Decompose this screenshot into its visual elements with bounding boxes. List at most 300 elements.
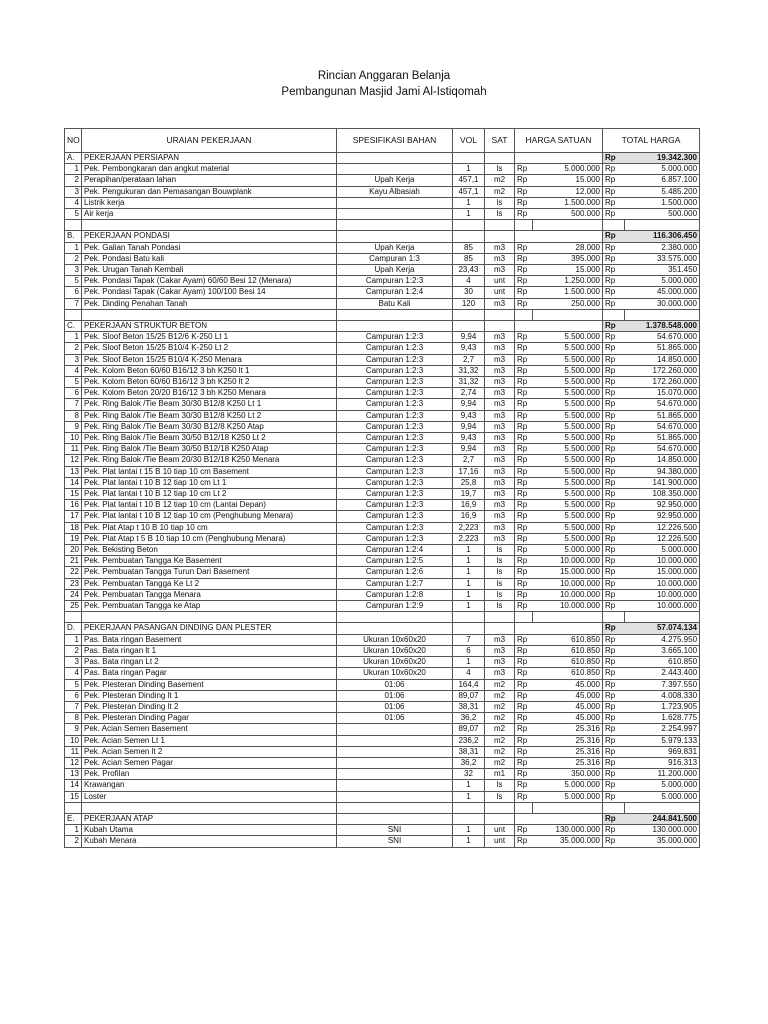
row-number: 10 <box>65 735 82 746</box>
section-total-currency: Rp <box>603 623 625 634</box>
row-volume: 89,07 <box>453 690 485 701</box>
row-number: 3 <box>65 657 82 668</box>
empty-cell <box>515 802 533 813</box>
row-harga-satuan: 5.500.000 <box>533 533 603 544</box>
row-total-currency: Rp <box>603 365 625 376</box>
row-harga-satuan: 15.000 <box>533 265 603 276</box>
row-volume: 9,94 <box>453 399 485 410</box>
row-volume: 16,9 <box>453 511 485 522</box>
row-spesifikasi: SNI <box>337 825 453 836</box>
row-harga-currency: Rp <box>515 242 533 253</box>
row-total-currency: Rp <box>603 679 625 690</box>
row-total-harga: 1.723.905 <box>625 701 700 712</box>
row-spesifikasi: Ukuran 10x60x20 <box>337 668 453 679</box>
row-satuan: m2 <box>485 186 515 197</box>
table-row <box>65 276 700 287</box>
row-harga-satuan: 12.000 <box>533 186 603 197</box>
row-uraian: Pek. Acian Semen Pagar <box>82 757 337 768</box>
row-total-harga: 5.000.000 <box>625 791 700 802</box>
empty-cell <box>515 309 533 320</box>
row-volume: 2,74 <box>453 388 485 399</box>
row-uraian: Pek. Ring Balok /Tie Beam 30/50 B12/18 K250 Atap <box>82 444 337 455</box>
row-spesifikasi: Campuran 1:2:3 <box>337 421 453 432</box>
header-sat: SAT <box>485 129 515 153</box>
row-total-currency: Rp <box>603 455 625 466</box>
empty-cell <box>515 623 603 634</box>
row-satuan: m3 <box>485 332 515 343</box>
row-volume: 7 <box>453 634 485 645</box>
row-volume: 1 <box>453 567 485 578</box>
row-spesifikasi <box>337 724 453 735</box>
row-number: 7 <box>65 399 82 410</box>
row-harga-satuan: 5.000.000 <box>533 791 603 802</box>
row-total-harga: 35.000.000 <box>625 836 700 847</box>
row-satuan: unt <box>485 825 515 836</box>
row-spesifikasi: Campuran 1:2:7 <box>337 578 453 589</box>
empty-cell <box>453 612 485 623</box>
row-satuan: m2 <box>485 724 515 735</box>
row-number: 6 <box>65 690 82 701</box>
row-harga-currency: Rp <box>515 377 533 388</box>
row-harga-satuan: 5.500.000 <box>533 466 603 477</box>
row-satuan: m3 <box>485 522 515 533</box>
row-total-currency: Rp <box>603 253 625 264</box>
row-harga-currency: Rp <box>515 578 533 589</box>
table-row <box>65 836 700 847</box>
row-uraian: Pek. Ring Balok /Tie Beam 30/30 B12/8 K250 Lt 2 <box>82 410 337 421</box>
empty-cell <box>603 612 625 623</box>
row-harga-currency: Rp <box>515 780 533 791</box>
row-satuan: m3 <box>485 634 515 645</box>
row-total-currency: Rp <box>603 567 625 578</box>
row-satuan: m2 <box>485 701 515 712</box>
row-volume: 1 <box>453 197 485 208</box>
row-total-harga: 92.950.000 <box>625 500 700 511</box>
row-volume: 17,16 <box>453 466 485 477</box>
row-uraian: Pek. Galian Tanah Pondasi <box>82 242 337 253</box>
row-uraian: Pek. Ring Balok /Tie Beam 30/30 B12/8 K250 Atap <box>82 421 337 432</box>
row-uraian: Kubah Utama <box>82 825 337 836</box>
row-spesifikasi: Campuran 1:2:3 <box>337 365 453 376</box>
row-total-currency: Rp <box>603 377 625 388</box>
row-satuan: m2 <box>485 735 515 746</box>
row-spesifikasi: Batu Kali <box>337 298 453 309</box>
row-total-harga: 30.000.000 <box>625 298 700 309</box>
row-number: 17 <box>65 511 82 522</box>
row-volume: 1 <box>453 780 485 791</box>
row-harga-currency: Rp <box>515 769 533 780</box>
row-total-currency: Rp <box>603 186 625 197</box>
row-number: 12 <box>65 757 82 768</box>
row-number: 24 <box>65 589 82 600</box>
row-harga-currency: Rp <box>515 567 533 578</box>
row-total-currency: Rp <box>603 791 625 802</box>
row-spesifikasi: Campuran 1:2:3 <box>337 276 453 287</box>
row-total-harga: 2.254.997 <box>625 724 700 735</box>
row-volume: 2,7 <box>453 455 485 466</box>
row-total-currency: Rp <box>603 601 625 612</box>
row-total-harga: 916.313 <box>625 757 700 768</box>
row-harga-satuan: 5.000.000 <box>533 545 603 556</box>
empty-cell <box>603 309 625 320</box>
row-total-harga: 5.000.000 <box>625 164 700 175</box>
row-uraian: Pek. Ring Balok /Tie Beam 30/50 B12/18 K250 Lt 2 <box>82 433 337 444</box>
row-volume: 85 <box>453 242 485 253</box>
row-satuan: m3 <box>485 421 515 432</box>
table-row <box>65 332 700 343</box>
section-name: PEKERJAAN PONDASI <box>82 231 337 242</box>
row-total-currency: Rp <box>603 735 625 746</box>
row-harga-satuan: 1.500.000 <box>533 197 603 208</box>
row-volume: 1 <box>453 791 485 802</box>
row-harga-satuan: 1.500.000 <box>533 287 603 298</box>
row-satuan: m3 <box>485 466 515 477</box>
row-harga-currency: Rp <box>515 645 533 656</box>
row-uraian: Krawangan <box>82 780 337 791</box>
table-row <box>65 746 700 757</box>
row-satuan: m3 <box>485 253 515 264</box>
empty-cell <box>625 220 700 231</box>
empty-cell <box>533 309 603 320</box>
row-total-harga: 1.500.000 <box>625 197 700 208</box>
row-total-harga: 2.443.400 <box>625 668 700 679</box>
row-uraian: Loster <box>82 791 337 802</box>
row-uraian: Pek. Plat Atap t 10 B 10 tiap 10 cm <box>82 522 337 533</box>
row-harga-satuan: 5.500.000 <box>533 421 603 432</box>
header-total-harga: TOTAL HARGA <box>603 129 700 153</box>
table-row <box>65 500 700 511</box>
section-total-currency: Rp <box>603 321 625 332</box>
row-number: 5 <box>65 679 82 690</box>
row-spesifikasi: Campuran 1:2:9 <box>337 601 453 612</box>
spacer-row <box>65 220 700 231</box>
row-uraian: Pek. Kolom Beton 60/60 B16/12 3 bh K250 lt 1 <box>82 365 337 376</box>
row-satuan: unt <box>485 287 515 298</box>
row-total-currency: Rp <box>603 825 625 836</box>
row-spesifikasi: 01:06 <box>337 679 453 690</box>
row-spesifikasi: Upah Kerja <box>337 175 453 186</box>
table-header-row <box>65 129 700 153</box>
row-harga-satuan: 25.316 <box>533 757 603 768</box>
row-volume: 89,07 <box>453 724 485 735</box>
row-total-harga: 54.670.000 <box>625 332 700 343</box>
row-volume: 9,43 <box>453 343 485 354</box>
row-number: 4 <box>65 365 82 376</box>
row-uraian: Pek. Urugan Tanah Kembali <box>82 265 337 276</box>
row-harga-satuan: 10.000.000 <box>533 556 603 567</box>
row-total-currency: Rp <box>603 175 625 186</box>
row-satuan: m2 <box>485 175 515 186</box>
row-spesifikasi: Campuran 1:2:3 <box>337 332 453 343</box>
header-uraian: URAIAN PEKERJAAN <box>82 129 337 153</box>
section-name: PEKERJAAN PASANGAN DINDING DAN PLESTER <box>82 623 337 634</box>
row-uraian: Pek. Plesteran Dinding Pagar <box>82 713 337 724</box>
row-total-harga: 3.665.100 <box>625 645 700 656</box>
row-harga-satuan: 10.000.000 <box>533 578 603 589</box>
row-uraian: Pek. Plesteran Dinding lt 1 <box>82 690 337 701</box>
section-header-row <box>65 623 700 634</box>
empty-cell <box>453 153 485 164</box>
row-harga-currency: Rp <box>515 836 533 847</box>
table-row <box>65 197 700 208</box>
row-harga-currency: Rp <box>515 455 533 466</box>
row-uraian: Pek. Pembuatan Tangga Ke Basement <box>82 556 337 567</box>
row-spesifikasi: Campuran 1:2:3 <box>337 477 453 488</box>
row-total-currency: Rp <box>603 836 625 847</box>
row-volume: 16,9 <box>453 500 485 511</box>
row-harga-currency: Rp <box>515 433 533 444</box>
row-uraian: Pek. Pembuatan Tangga Menara <box>82 589 337 600</box>
row-satuan: m2 <box>485 757 515 768</box>
row-harga-currency: Rp <box>515 354 533 365</box>
row-total-currency: Rp <box>603 511 625 522</box>
row-total-harga: 10.000.000 <box>625 578 700 589</box>
row-spesifikasi: 01:06 <box>337 701 453 712</box>
section-header-row <box>65 813 700 824</box>
row-satuan: m3 <box>485 657 515 668</box>
row-harga-currency: Rp <box>515 556 533 567</box>
row-harga-currency: Rp <box>515 701 533 712</box>
section-name: PEKERJAAN ATAP <box>82 813 337 824</box>
row-volume: 38,31 <box>453 701 485 712</box>
row-satuan: ls <box>485 578 515 589</box>
row-total-currency: Rp <box>603 433 625 444</box>
row-satuan: m3 <box>485 668 515 679</box>
empty-cell <box>515 153 603 164</box>
row-harga-currency: Rp <box>515 197 533 208</box>
row-harga-satuan: 5.500.000 <box>533 377 603 388</box>
empty-cell <box>82 309 337 320</box>
document-title: Rincian Anggaran Belanja <box>317 70 451 82</box>
row-satuan: ls <box>485 209 515 220</box>
row-harga-satuan: 5.500.000 <box>533 444 603 455</box>
row-harga-currency: Rp <box>515 690 533 701</box>
row-number: 5 <box>65 377 82 388</box>
row-number: 2 <box>65 645 82 656</box>
table-row <box>65 511 700 522</box>
row-satuan: m3 <box>485 298 515 309</box>
empty-cell <box>515 321 603 332</box>
row-spesifikasi: Campuran 1:2:3 <box>337 511 453 522</box>
section-total-value: 116.306.450 <box>625 231 700 242</box>
section-header-row <box>65 321 700 332</box>
row-total-harga: 6.857.100 <box>625 175 700 186</box>
row-spesifikasi: Campuran 1:2:4 <box>337 287 453 298</box>
empty-cell <box>533 802 603 813</box>
row-spesifikasi: Campuran 1:2:3 <box>337 533 453 544</box>
row-number: 22 <box>65 567 82 578</box>
row-harga-currency: Rp <box>515 500 533 511</box>
row-total-currency: Rp <box>603 724 625 735</box>
row-number: 7 <box>65 701 82 712</box>
row-satuan: m3 <box>485 444 515 455</box>
row-harga-satuan: 10.000.000 <box>533 589 603 600</box>
section-total-value: 57.074.134 <box>625 623 700 634</box>
row-volume: 1 <box>453 545 485 556</box>
empty-cell <box>82 802 337 813</box>
spacer-row <box>65 309 700 320</box>
row-harga-currency: Rp <box>515 410 533 421</box>
row-number: 8 <box>65 410 82 421</box>
row-harga-currency: Rp <box>515 466 533 477</box>
row-total-harga: 1.628.775 <box>625 713 700 724</box>
row-spesifikasi <box>337 780 453 791</box>
row-total-harga: 92.950.000 <box>625 511 700 522</box>
row-spesifikasi: Campuran 1:2:3 <box>337 455 453 466</box>
row-spesifikasi: Campuran 1:2:3 <box>337 354 453 365</box>
empty-cell <box>65 802 82 813</box>
row-harga-satuan: 10.000.000 <box>533 601 603 612</box>
table-row <box>65 713 700 724</box>
empty-cell <box>337 623 453 634</box>
row-number: 15 <box>65 791 82 802</box>
row-number: 2 <box>65 175 82 186</box>
row-number: 3 <box>65 354 82 365</box>
row-spesifikasi <box>337 209 453 220</box>
header-no: NO <box>65 129 82 153</box>
row-harga-satuan: 5.500.000 <box>533 399 603 410</box>
empty-cell <box>337 231 453 242</box>
row-number: 21 <box>65 556 82 567</box>
row-harga-satuan: 5.500.000 <box>533 455 603 466</box>
row-harga-currency: Rp <box>515 679 533 690</box>
row-number: 10 <box>65 433 82 444</box>
row-harga-currency: Rp <box>515 388 533 399</box>
table-row <box>65 377 700 388</box>
row-spesifikasi: 01:06 <box>337 713 453 724</box>
row-satuan: m3 <box>485 410 515 421</box>
empty-cell <box>453 813 485 824</box>
empty-cell <box>485 231 515 242</box>
row-number: 8 <box>65 713 82 724</box>
row-total-harga: 10.000.000 <box>625 556 700 567</box>
row-harga-currency: Rp <box>515 522 533 533</box>
row-harga-satuan: 5.000.000 <box>533 164 603 175</box>
table-row <box>65 769 700 780</box>
row-satuan: m3 <box>485 489 515 500</box>
row-total-currency: Rp <box>603 634 625 645</box>
table-row <box>65 444 700 455</box>
row-total-harga: 141.900.000 <box>625 477 700 488</box>
row-total-currency: Rp <box>603 399 625 410</box>
row-total-currency: Rp <box>603 477 625 488</box>
row-total-currency: Rp <box>603 197 625 208</box>
row-uraian: Pek. Pembuatan Tangga Turun Dari Basement <box>82 567 337 578</box>
row-harga-satuan: 610.850 <box>533 634 603 645</box>
row-volume: 9,43 <box>453 433 485 444</box>
empty-cell <box>453 231 485 242</box>
row-number: 7 <box>65 298 82 309</box>
row-uraian: Pek. Pondasi Tapak (Cakar Ayam) 100/100 Besi 14 <box>82 287 337 298</box>
empty-cell <box>625 802 700 813</box>
row-spesifikasi <box>337 164 453 175</box>
section-total-value: 1.378.548.000 <box>625 321 700 332</box>
row-uraian: Pek. Pembuatan Tangga Ke Lt 2 <box>82 578 337 589</box>
row-total-harga: 5.979.133 <box>625 735 700 746</box>
row-uraian: Pek. Plat lantai t 10 B 12 tiap 10 cm Lt 1 <box>82 477 337 488</box>
table-row <box>65 365 700 376</box>
row-volume: 9,94 <box>453 421 485 432</box>
row-number: 16 <box>65 500 82 511</box>
row-total-harga: 14.850.000 <box>625 354 700 365</box>
row-total-currency: Rp <box>603 298 625 309</box>
table-row <box>65 410 700 421</box>
row-number: 1 <box>65 825 82 836</box>
row-total-currency: Rp <box>603 713 625 724</box>
row-harga-satuan: 1.250.000 <box>533 276 603 287</box>
row-uraian: Pek. Acian Semen Lt 1 <box>82 735 337 746</box>
row-total-currency: Rp <box>603 657 625 668</box>
row-spesifikasi: Ukuran 10x60x20 <box>337 645 453 656</box>
row-spesifikasi <box>337 735 453 746</box>
row-harga-satuan: 5.500.000 <box>533 489 603 500</box>
row-total-harga: 15.070.000 <box>625 388 700 399</box>
row-number: 3 <box>65 186 82 197</box>
table-body <box>65 153 700 848</box>
row-spesifikasi <box>337 197 453 208</box>
row-uraian: Pas. Bata ringan Basement <box>82 634 337 645</box>
table-row <box>65 791 700 802</box>
empty-cell <box>485 813 515 824</box>
row-total-harga: 45.000.000 <box>625 287 700 298</box>
row-uraian: Pek. Plat lantai t 10 B 12 tiap 10 cm (Lantai Depan) <box>82 500 337 511</box>
row-uraian: Pek. Dinding Penahan Tanah <box>82 298 337 309</box>
row-harga-satuan: 610.850 <box>533 657 603 668</box>
row-total-currency: Rp <box>603 410 625 421</box>
row-uraian: Pas. Bata ringan Lt 2 <box>82 657 337 668</box>
row-total-harga: 172.260.000 <box>625 377 700 388</box>
row-harga-satuan: 610.850 <box>533 645 603 656</box>
row-harga-satuan: 395.000 <box>533 253 603 264</box>
row-satuan: m3 <box>485 399 515 410</box>
row-harga-currency: Rp <box>515 724 533 735</box>
row-volume: 164,4 <box>453 679 485 690</box>
row-harga-satuan: 350.000 <box>533 769 603 780</box>
table-row <box>65 466 700 477</box>
table-row <box>65 679 700 690</box>
section-letter: D. <box>65 623 82 634</box>
row-uraian: Pek. Sloof Beton 15/25 B10/4 K-250 Menara <box>82 354 337 365</box>
table-row <box>65 242 700 253</box>
table-row <box>65 690 700 701</box>
row-volume: 1 <box>453 589 485 600</box>
row-satuan: ls <box>485 601 515 612</box>
row-total-harga: 2.380.000 <box>625 242 700 253</box>
row-harga-currency: Rp <box>515 287 533 298</box>
row-uraian: Pek. Acian Semen Basement <box>82 724 337 735</box>
row-harga-satuan: 5.500.000 <box>533 365 603 376</box>
row-spesifikasi <box>337 769 453 780</box>
row-number: 13 <box>65 466 82 477</box>
row-harga-currency: Rp <box>515 332 533 343</box>
row-harga-currency: Rp <box>515 298 533 309</box>
row-harga-satuan: 28.000 <box>533 242 603 253</box>
table-row <box>65 175 700 186</box>
row-number: 1 <box>65 332 82 343</box>
row-total-currency: Rp <box>603 287 625 298</box>
table-row <box>65 186 700 197</box>
row-harga-currency: Rp <box>515 791 533 802</box>
row-spesifikasi: Campuran 1:2:3 <box>337 522 453 533</box>
row-harga-currency: Rp <box>515 365 533 376</box>
row-satuan: m3 <box>485 455 515 466</box>
table-row <box>65 556 700 567</box>
empty-cell <box>485 321 515 332</box>
row-total-currency: Rp <box>603 421 625 432</box>
row-uraian: Pek. Acian Semen lt 2 <box>82 746 337 757</box>
table-row <box>65 399 700 410</box>
row-harga-satuan: 5.500.000 <box>533 433 603 444</box>
